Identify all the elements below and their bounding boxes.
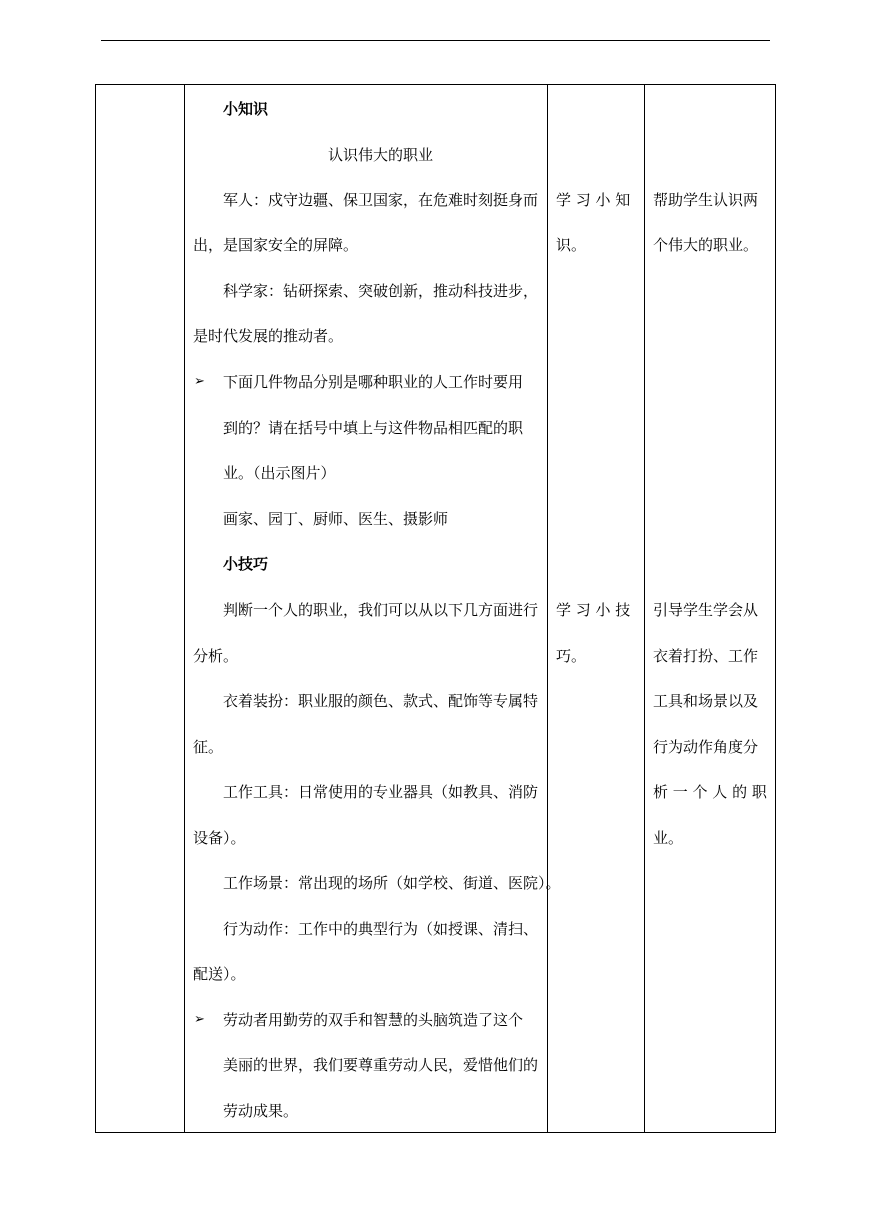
- question-line-2: 到的？请在括号中填上与这件物品相匹配的职: [223, 419, 524, 437]
- student-activity-cell: [548, 85, 644, 1132]
- knowledge-heading: 小知识: [223, 100, 269, 118]
- conclusion-line-2: 美丽的世界，我们要尊重劳动人民，爱惜他们的: [223, 1056, 539, 1074]
- bullet-icon: ➢: [194, 374, 205, 389]
- skills-intro-line-2: 分析。: [193, 647, 239, 665]
- question-line-3: 业。（出示图片）: [223, 464, 336, 482]
- clothing-line-1: 衣着装扮：职业服的颜色、款式、配饰等专属特: [223, 692, 539, 710]
- content-cell: [185, 85, 561, 1132]
- activity-skills-line-1: 学 习 小 技: [556, 601, 631, 619]
- actions-line-1: 行为动作：工作中的典型行为（如授课、清扫、: [223, 920, 539, 938]
- tools-line-1: 工作工具：日常使用的专业器具（如教具、消防: [223, 783, 539, 801]
- tools-line-2: 设备）。: [193, 829, 246, 847]
- profession-options: 画家、园丁、厨师、医生、摄影师: [223, 510, 449, 528]
- scientist-line-2: 是时代发展的推动者。: [193, 327, 344, 345]
- activity-knowledge-line-1: 学 习 小 知: [556, 191, 631, 209]
- question-line-1: 下面几件物品分别是哪种职业的人工作时要用: [223, 373, 524, 391]
- clothing-line-2: 征。: [193, 738, 224, 756]
- intent-skills-line-1: 引导学生学会从: [653, 601, 759, 619]
- intent-skills-line-2: 衣着打扮、工作: [653, 647, 759, 665]
- scene-line: 工作场景：常出现的场所（如学校、街道、医院）。: [223, 874, 561, 892]
- intent-skills-line-3: 工具和场景以及: [653, 692, 759, 710]
- soldier-line-2: 出，是国家安全的屏障。: [193, 236, 359, 254]
- actions-line-2: 配送）。: [193, 965, 246, 983]
- bullet-icon: ➢: [194, 1012, 205, 1027]
- intent-knowledge-line-2: 个伟大的职业。: [653, 236, 759, 254]
- activity-skills-line-2: 巧。: [556, 647, 587, 665]
- knowledge-subtitle: 认识伟大的职业: [328, 146, 434, 164]
- skills-heading: 小技巧: [223, 555, 269, 573]
- conclusion-line-3: 劳动成果。: [223, 1102, 299, 1120]
- design-intent-cell: [645, 85, 775, 1132]
- intent-knowledge-line-1: 帮助学生认识两: [653, 191, 759, 209]
- soldier-line-1: 军人：戍守边疆、保卫国家，在危难时刻挺身而: [223, 191, 539, 209]
- activity-knowledge-line-2: 识。: [556, 236, 587, 254]
- lesson-table: [95, 84, 776, 1133]
- intent-skills-line-6: 业。: [653, 829, 684, 847]
- scientist-line-1: 科学家：钻研探索、突破创新，推动科技进步，: [223, 282, 539, 300]
- intent-skills-line-4: 行为动作角度分: [653, 738, 759, 756]
- header-rule: [101, 40, 770, 41]
- skills-intro-line-1: 判断一个人的职业，我们可以从以下几方面进行: [223, 601, 539, 619]
- stage-cell: [96, 85, 184, 1132]
- intent-skills-line-5: 析 一 个 人 的 职: [653, 783, 767, 801]
- conclusion-line-1: 劳动者用勤劳的双手和智慧的头脑筑造了这个: [223, 1011, 524, 1029]
